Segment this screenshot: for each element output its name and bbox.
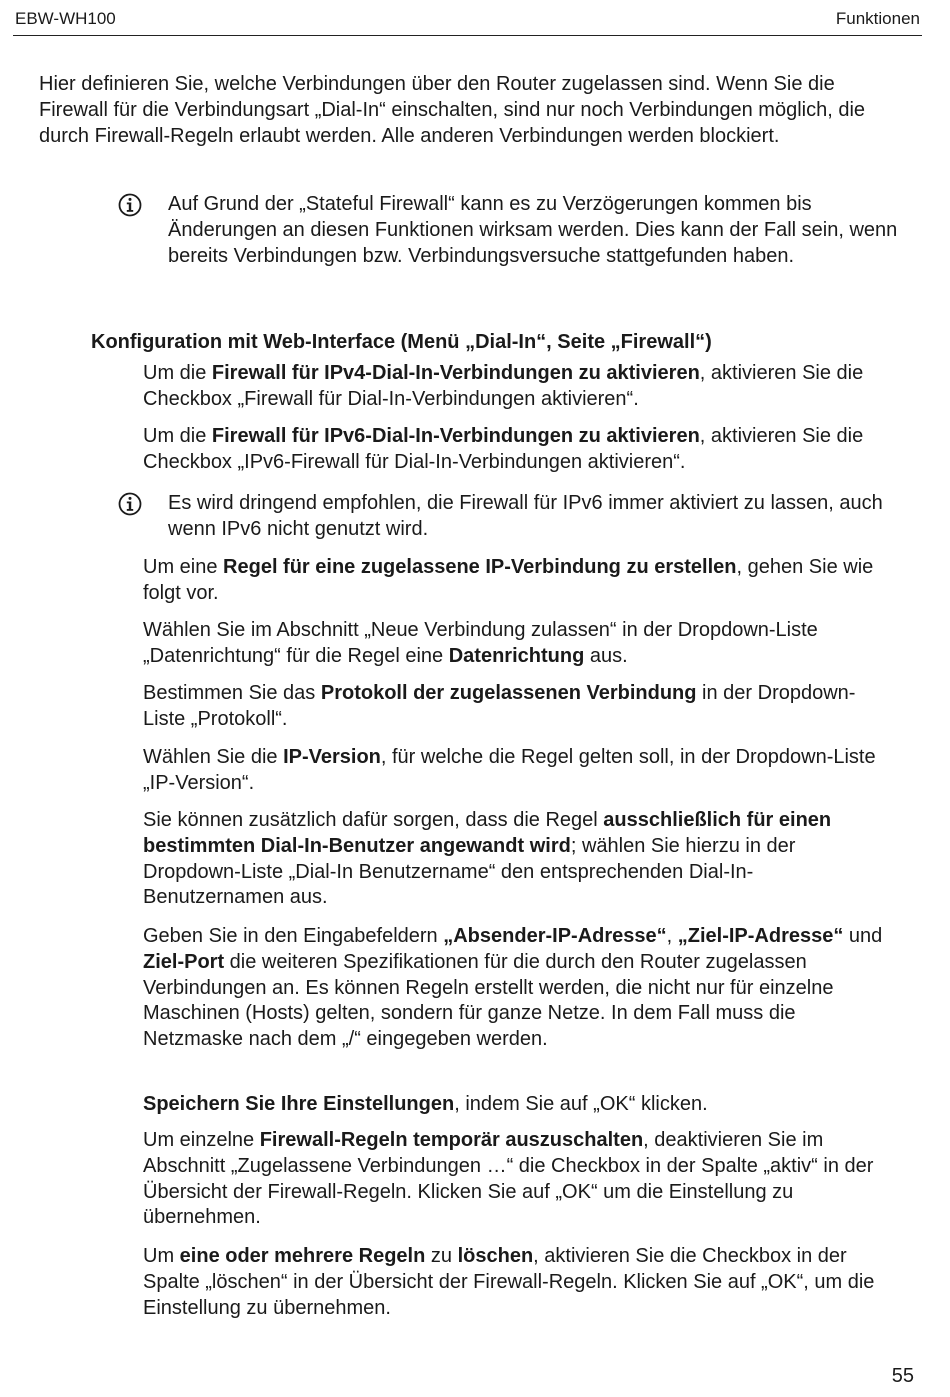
paragraph-protocol: Bestimmen Sie das Protokoll der zugelassenen Verbindung in der Dropdown-Liste „Protokoll“. — [143, 682, 856, 730]
header-product: EBW-WH100 — [15, 9, 116, 28]
note-text: Auf Grund der „Stateful Firewall“ kann es zu Verzögerungen kommen bis Änderungen an diesen Funktionen wirksam werden. Dies kann der Fall sein, wenn bereits Verbindungen bzw. Verbindungsversuche stattgefunden haben. — [168, 193, 898, 267]
paragraph-data-direction: Wählen Sie im Abschnitt „Neue Verbindung zulassen“ in der Dropdown-Liste „Datenrichtung“ für die Regel eine Datenrichtung aus. — [143, 619, 818, 667]
paragraph-create-rule: Um eine Regel für eine zugelassene IP-Verbindung zu erstellen, gehen Sie wie folgt vor. — [143, 556, 874, 604]
paragraph-ipv4-firewall: Um die Firewall für IPv4-Dial-In-Verbindungen zu aktivieren, aktivieren Sie die Checkbox „Firewall für Dial-In-Verbindungen aktivieren“. — [143, 362, 864, 410]
paragraph-save: Speichern Sie Ihre Einstellungen, indem Sie auf „OK“ klicken. — [143, 1093, 708, 1115]
info-icon — [118, 193, 142, 217]
paragraph-ip-version: Wählen Sie die IP-Version, für welche die Regel gelten soll, in der Dropdown-Liste „IP-Version“. — [143, 746, 876, 794]
paragraph-addresses: Geben Sie in den Eingabefeldern „Absender-IP-Adresse“, „Ziel-IP-Adresse“ und Ziel-Port die weiteren Spezifikationen für die durch den Router zugelassen Verbindungen an. Es können Regeln erstellt werden, die nicht nur für einzelne Maschinen (Hosts) gelten, sondern für ganze Netze. In dem Fall muss die Netzmaske nach dem „/“ eingegeben werden. — [143, 925, 883, 1051]
paragraph-delete-rules: Um eine oder mehrere Regeln zu löschen, aktivieren Sie die Checkbox in der Spalte „löschen“ in der Übersicht der Firewall-Regeln. Klicken Sie auf „OK“, um die Einstellung zu übernehmen. — [143, 1245, 875, 1319]
note-stateful-firewall — [118, 192, 898, 269]
paragraph-ipv6-firewall: Um die Firewall für IPv6-Dial-In-Verbindungen zu aktivieren, aktivieren Sie die Checkbox „IPv6-Firewall für Dial-In-Verbindungen aktivieren“. — [143, 425, 864, 473]
paragraph-disable-rules: Um einzelne Firewall-Regeln temporär auszuschalten, deaktivieren Sie im Abschnitt „Zugelassene Verbindungen …“ die Checkbox in der Spalte „aktiv“ in der Übersicht der Firewall-Regeln. Klicken Sie auf „OK“ um die Einstellung zu übernehmen. — [143, 1129, 874, 1229]
paragraph-dial-in-user: Sie können zusätzlich dafür sorgen, dass die Regel ausschließlich für einen bestimmten Dial-In-Benutzer angewandt wird; wählen Sie hierzu in der Dropdown-Liste „Dial-In Benutzername“ den entsprechenden Dial-In-Benutzernamen aus. — [143, 809, 832, 909]
page-header — [13, 8, 922, 36]
header-chapter: Funktionen — [835, 9, 920, 28]
note-text: Es wird dringend empfohlen, die Firewall für IPv6 immer aktiviert zu lassen, auch wenn IPv6 nicht genutzt wird. — [168, 492, 883, 540]
info-icon — [118, 492, 142, 516]
note-ipv6-recommendation — [118, 491, 898, 543]
section-heading: Konfiguration mit Web-Interface (Menü „Dial-In“, Seite „Firewall“) — [91, 331, 712, 353]
page-number: 55 — [891, 1365, 914, 1387]
intro-paragraph: Hier definieren Sie, welche Verbindungen über den Router zugelassen sind. Wenn Sie die Firewall für die Verbindungsart „Dial-In“ einschalten, sind nur noch Verbindungen möglich, die durch Firewall-Regeln erlaubt werden. Alle anderen Verbindungen werden blockiert. — [39, 73, 866, 147]
